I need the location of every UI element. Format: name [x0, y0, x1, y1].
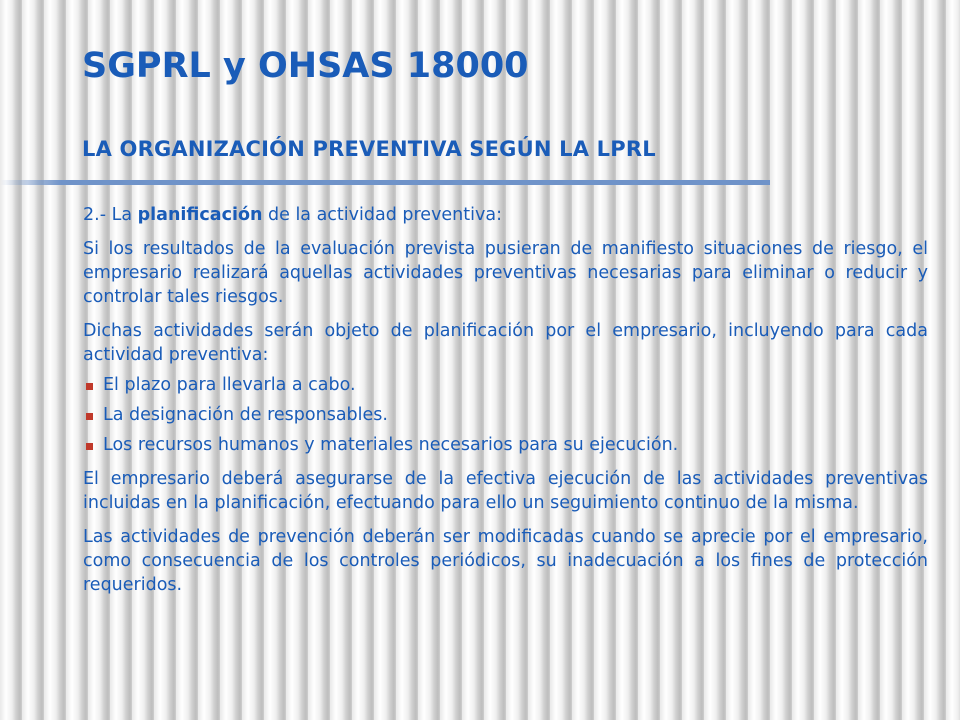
slide-title: SGPRL y OHSAS 18000: [82, 46, 529, 86]
square-bullet-icon: [86, 443, 93, 450]
square-bullet-icon: [86, 383, 93, 390]
bullet-text: Los recursos humanos y materiales necesarios para su ejecución.: [103, 435, 679, 455]
list-item: [83, 433, 928, 457]
paragraph-planning: Dichas actividades serán objeto de planificación por el empresario, incluyendo para cada actividad preventiva:: [83, 321, 928, 365]
title-divider: [0, 180, 770, 185]
square-bullet-icon: [86, 413, 93, 420]
intro-suffix: de la actividad preventiva:: [262, 205, 502, 225]
bullet-text: El plazo para llevarla a cabo.: [103, 375, 356, 395]
paragraph-risks: Si los resultados de la evaluación prevista pusieran de manifiesto situaciones de riesgo, el empresario realizará aquellas actividades preventivas necesarias para eliminar o reducir y controlar tales riesgos.: [83, 239, 928, 307]
intro-emphasis: planificación: [137, 205, 263, 225]
intro-line: [83, 203, 928, 227]
paragraph-followup: El empresario deberá asegurarse de la efectiva ejecución de las actividades preventivas incluidas en la planificación, efectuando para ello un seguimiento continuo de la misma.: [83, 469, 928, 513]
slide-body: [83, 203, 928, 597]
list-item: [83, 373, 928, 397]
list-item: [83, 403, 928, 427]
bullet-list: [83, 373, 928, 457]
intro-prefix: 2.- La: [83, 205, 138, 225]
slide-subtitle: LA ORGANIZACIÓN PREVENTIVA SEGÚN LA LPRL: [82, 137, 656, 161]
paragraph-modification: Las actividades de prevención deberán ser modificadas cuando se aprecie por el empresario, como consecuencia de los controles periódicos, su inadecuación a los fines de protección requeridos.: [83, 527, 928, 595]
bullet-text: La designación de responsables.: [103, 405, 388, 425]
